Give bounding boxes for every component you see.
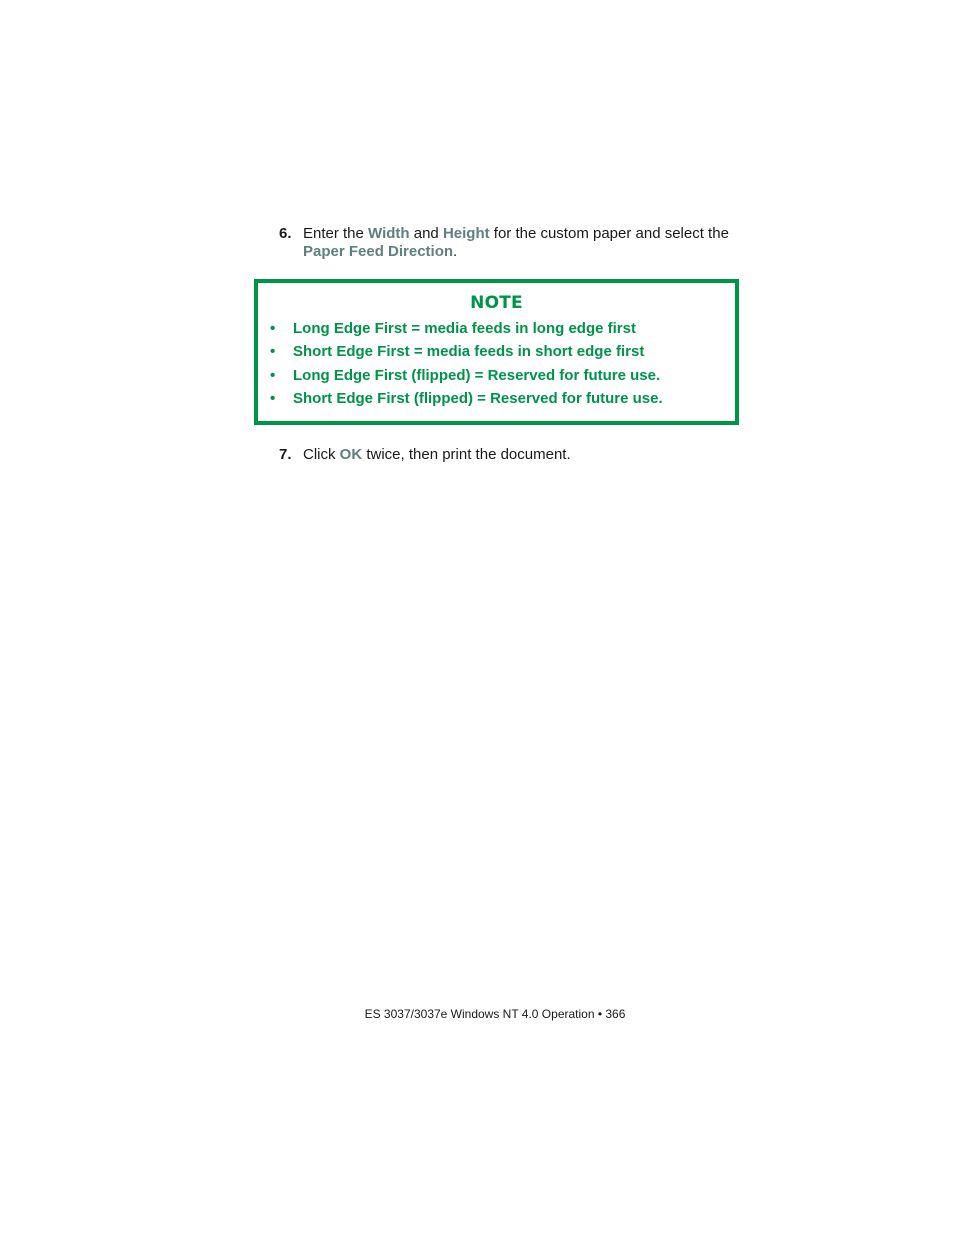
- step-text: Click OK twice, then print the document.: [303, 446, 571, 463]
- step-number: 7.: [279, 446, 292, 463]
- paper-feed-direction-term: Paper Feed Direction: [303, 243, 454, 260]
- note-title: NOTE: [470, 293, 523, 313]
- note-item: • Long Edge First (flipped) = Reserved for future use.: [270, 366, 661, 384]
- note-item: • Short Edge First (flipped) = Reserved for future use.: [270, 390, 663, 408]
- note-list: [270, 319, 663, 413]
- height-term: Height: [442, 225, 490, 242]
- note-item: • Short Edge First = media feeds in short edge first: [270, 343, 645, 361]
- bullet: •: [270, 320, 276, 337]
- step-7: [279, 446, 739, 464]
- step-6: [279, 225, 739, 261]
- bullet: •: [270, 390, 276, 408]
- bullet: •: [270, 366, 276, 384]
- note-box: [254, 279, 739, 425]
- page-footer: ES 3037/3037e Windows NT 4.0 Operation • 366: [364, 1007, 626, 1021]
- ok-term: OK: [339, 446, 363, 463]
- step-number: 6.: [279, 225, 292, 242]
- bullet: •: [270, 343, 276, 361]
- width-term: Width: [368, 225, 410, 242]
- note-item: • Long Edge First = media feeds in long edge first: [270, 320, 636, 337]
- step-text: Enter the Width and Height for the custom paper and select the Paper Feed Direction.: [303, 225, 729, 260]
